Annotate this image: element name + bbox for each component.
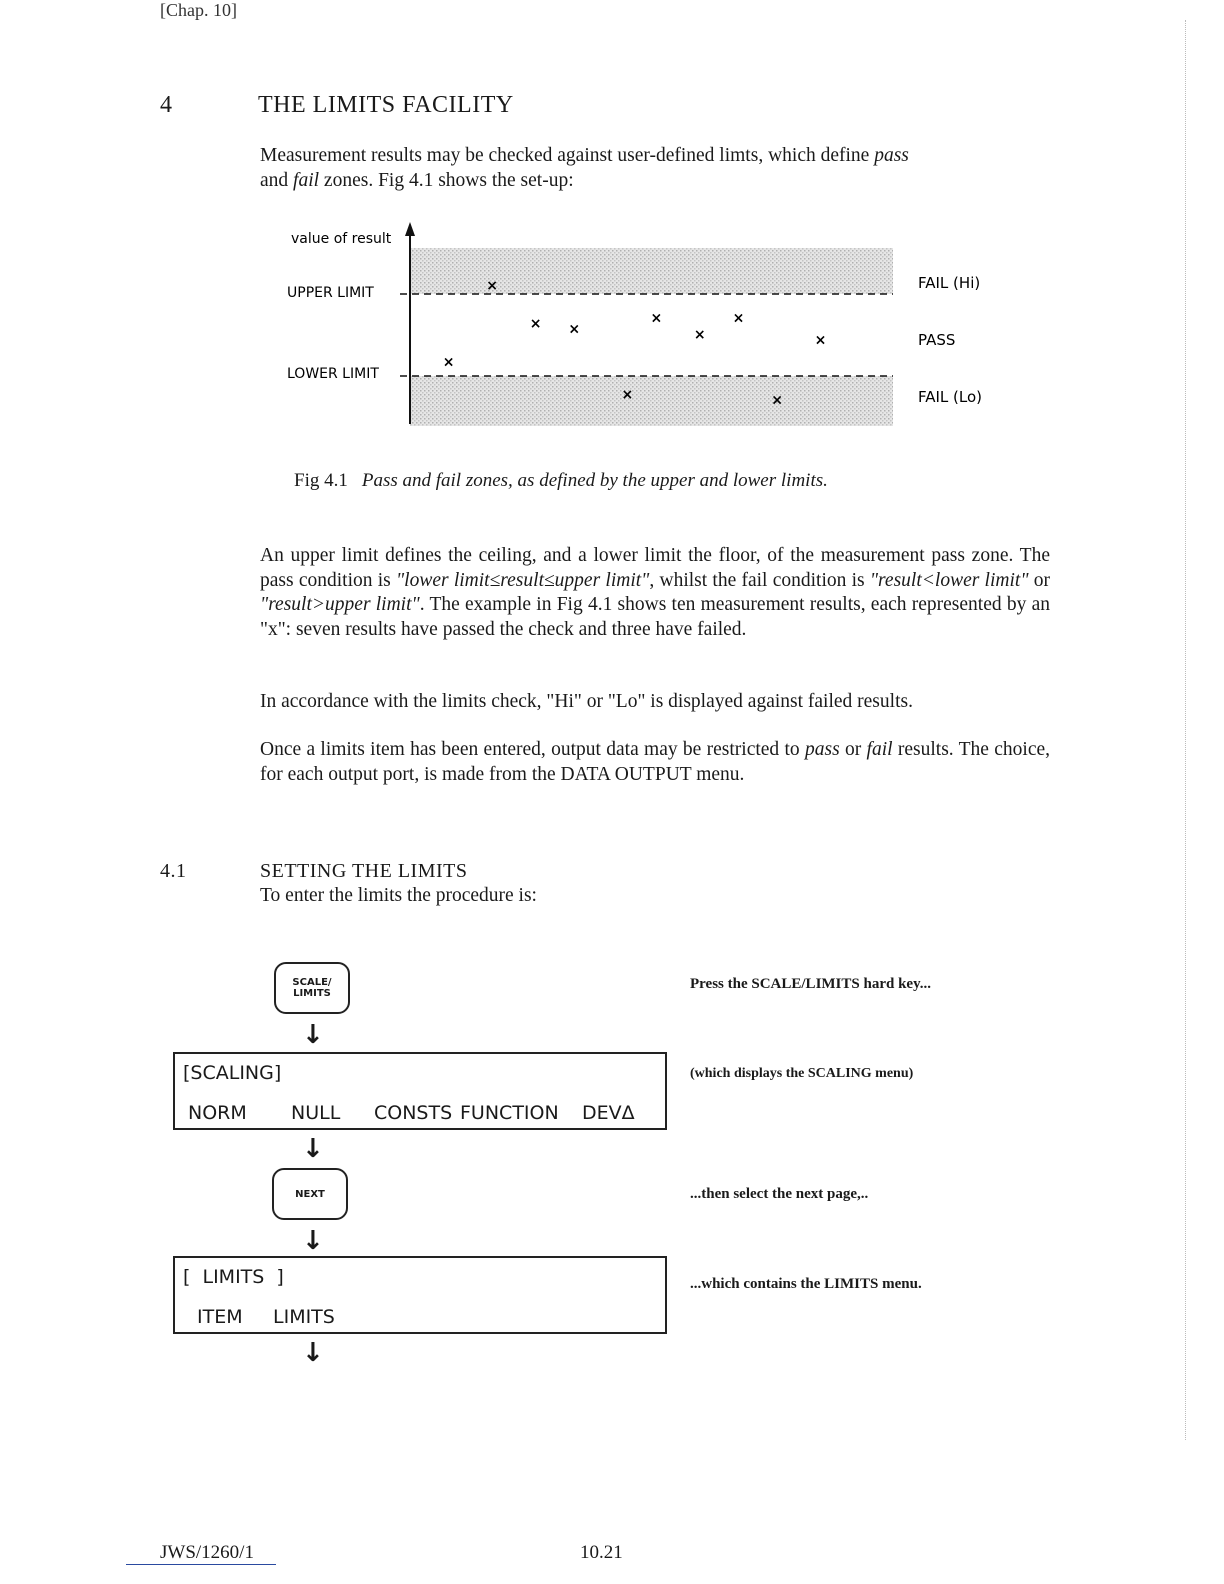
subsection-number: 4.1 — [160, 860, 187, 882]
softkey-norm[interactable]: NORM — [188, 1102, 247, 1124]
hi-lo-paragraph: In accordance with the limits check, "Hi" or "Lo" is displayed against failed results. — [260, 691, 913, 712]
fail-hi-label: FAIL (Hi) — [918, 274, 981, 292]
limits-menu-title: [ LIMITS ] — [183, 1266, 284, 1288]
step4-note: ...which contains the LIMITS menu. — [690, 1276, 922, 1292]
page-number: 10.21 — [580, 1542, 623, 1563]
step1-note: Press the SCALE/LIMITS hard key... — [690, 976, 932, 992]
section-title: THE LIMITS FACILITY — [258, 92, 514, 118]
caption-number: Fig 4.1 — [294, 470, 348, 491]
scale-limits-key[interactable]: SCALE/ LIMITS — [274, 962, 350, 1014]
caption-text: Pass and fail zones, as defined by the upper and lower limits. — [361, 470, 828, 491]
result-point-5: × — [621, 387, 634, 404]
result-point-2: × — [486, 277, 498, 294]
chapter-reference: [Chap. 10] — [160, 0, 237, 20]
intro-paragraph: Measurement results may be checked against user-defined limts, which define pass and fail zones. Fig 4.1 shows the set-up: — [260, 145, 909, 191]
softkey-consts[interactable]: CONSTS — [374, 1102, 453, 1124]
step3-note: ...then select the next page,.. — [690, 1186, 869, 1202]
page-edge-dots — [1185, 20, 1186, 1440]
result-point-4: × — [568, 321, 581, 338]
scaling-menu — [173, 1052, 667, 1130]
figure-caption — [294, 470, 828, 492]
result-point-8: × — [732, 310, 745, 327]
down-arrow-icon: ↓ — [302, 1134, 324, 1164]
softkey-null[interactable]: NULL — [291, 1102, 341, 1124]
limits-figure — [280, 218, 1010, 438]
step2-note: (which displays the SCALING menu) — [690, 1066, 914, 1081]
subsection-intro: To enter the limits the procedure is: — [260, 885, 537, 906]
output-restriction-paragraph: Once a limits item has been entered, output data may be restricted to pass or fail results. The choice, for each output port, is made from the DATA OUTPUT menu. — [260, 739, 1051, 785]
fail-lo-zone — [410, 376, 893, 426]
upper-limit-label: UPPER LIMIT — [287, 285, 374, 301]
limits-menu — [173, 1256, 667, 1334]
next-key[interactable]: NEXT — [272, 1168, 348, 1220]
y-axis-label: value of result — [291, 231, 392, 247]
limits-definition-paragraph: An upper limit defines the ceiling, and a lower limit the floor, of the measurement pass zone. The pass condition is "lower limit≤result≤upper limit", whilst the fail condition is "result<lower limit" or "result>upper limit". The example in Fig 4.1 shows ten measurement results, each represented by an "x": seven results have passed the check and three have failed. — [260, 545, 1051, 640]
footer-underline — [126, 1564, 276, 1565]
result-point-7: × — [693, 327, 706, 343]
result-point-6: × — [650, 310, 663, 327]
fail-lo-label: FAIL (Lo) — [918, 388, 983, 406]
scaling-menu-title: [SCALING] — [183, 1062, 282, 1084]
softkey-limits[interactable]: LIMITS — [273, 1306, 335, 1328]
result-point-1: × — [442, 354, 455, 371]
softkey-deva[interactable]: DEVΔ — [582, 1102, 635, 1124]
section-number: 4 — [160, 92, 173, 118]
y-axis-arrow-icon — [405, 222, 415, 236]
result-point-9: × — [771, 392, 783, 409]
down-arrow-icon: ↓ — [302, 1226, 324, 1256]
document-reference: JWS/1260/1 — [160, 1542, 254, 1563]
pass-label: PASS — [918, 331, 956, 349]
subsection-title: SETTING THE LIMITS — [260, 860, 468, 882]
fail-hi-zone — [410, 248, 893, 294]
softkey-function[interactable]: FUNCTION — [460, 1102, 559, 1124]
lower-limit-label: LOWER LIMIT — [287, 366, 379, 382]
down-arrow-icon: ↓ — [302, 1338, 324, 1368]
result-point-10: × — [814, 332, 827, 349]
down-arrow-icon: ↓ — [302, 1020, 324, 1050]
softkey-item[interactable]: ITEM — [197, 1306, 243, 1328]
result-point-3: × — [529, 316, 542, 333]
